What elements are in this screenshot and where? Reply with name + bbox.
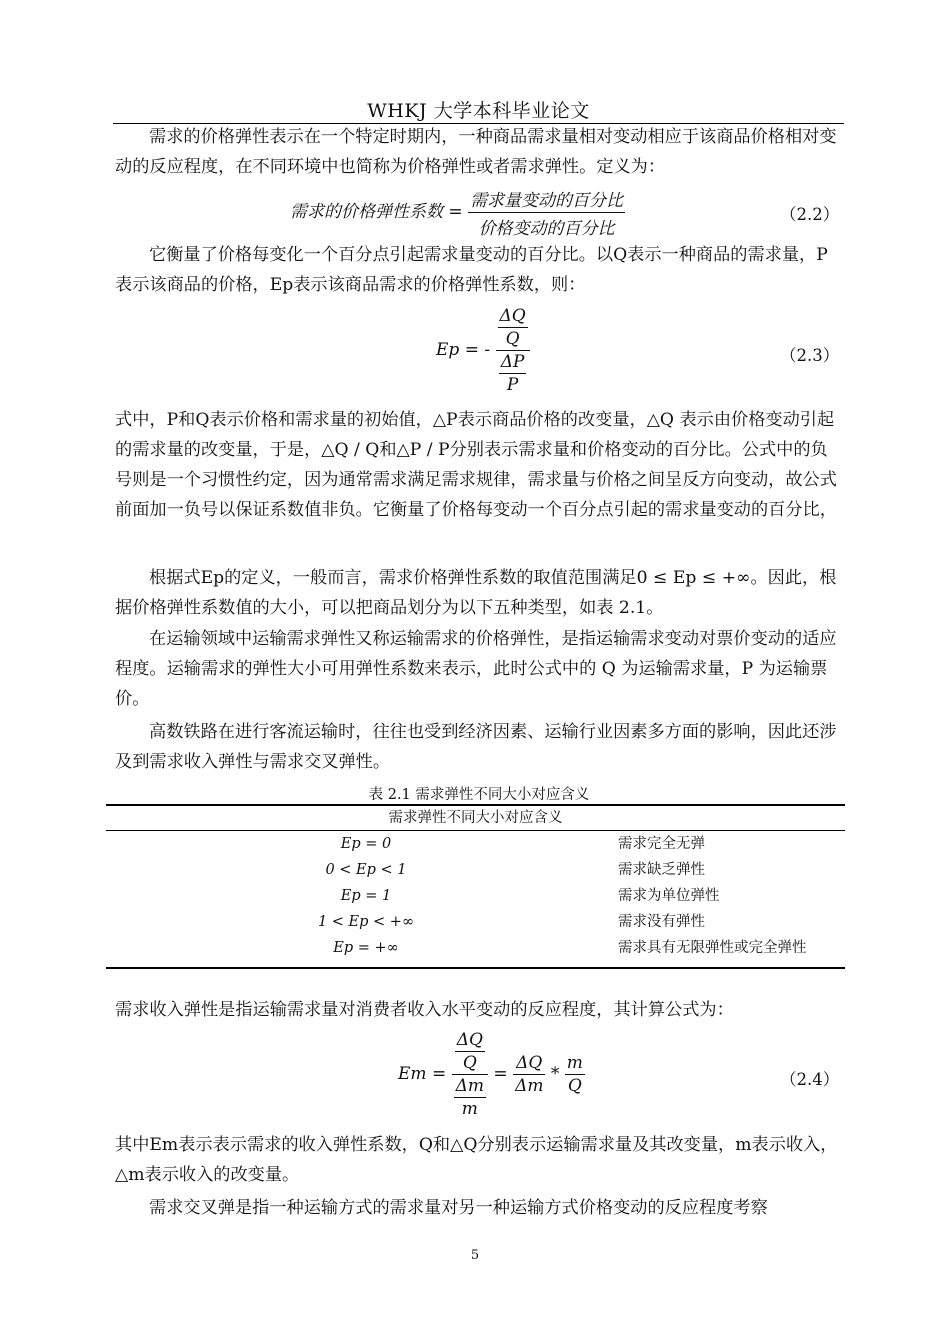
equation-label-2-4: （2.4） <box>780 1070 840 1089</box>
table-row: 1 < Ep < +∞ 需求没有弹性 <box>317 914 705 930</box>
table-row: Ep = 1 需求为单位弹性 <box>340 888 720 904</box>
eq23-lhs: Ep <box>436 340 460 360</box>
table-bottom-rule <box>106 967 845 969</box>
equation-2-2 <box>290 186 625 239</box>
eq23-compound-fraction <box>496 306 530 395</box>
eq24-fraction-3: $\frac{m}{Q}$ <box>566 1053 583 1096</box>
eq23-delta-p: ΔP <box>500 352 525 372</box>
paragraph-railway: 高数铁路在进行客流运输时，往往也受到经济因素、运输行业因素多方面的影响，因此还涉及到需求收入弹性与需求交叉弹性。 <box>115 722 837 772</box>
table-row: Ep = 0 需求完全无弹 <box>340 836 705 852</box>
eq23-equals: = - <box>464 340 491 360</box>
paragraph-measure: 它衡量了价格每变化一个百分点引起需求量变动的百分比。以Q表示一种商品的需求量，P表示该商品的价格，Ep表示该商品需求的价格弹性系数，则： <box>115 245 828 295</box>
eq24-lhs: Em <box>398 1064 427 1084</box>
eq24-equals-2: = <box>493 1064 508 1084</box>
paragraph-income-elasticity: 需求收入弹性是指运输需求量对消费者收入水平变动的反应程度，其计算公式为： <box>115 1000 734 1020</box>
paragraph-transport-elasticity: 在运输领域中运输需求弹性又称运输需求的价格弹性，是指运输需求变动对票价变动的适应程度。运输需求的弹性大小可用弹性系数来表示，此时公式中的 Q 为运输需求量，P 为运输票价。 <box>115 629 837 709</box>
table-row: Ep = +∞ 需求具有无限弹性或完全弹性 <box>333 940 807 956</box>
eq22-denominator: 价格变动的百分比 <box>478 219 615 239</box>
table-header: 需求弹性不同大小对应含义 <box>106 806 845 831</box>
page-number: 5 <box>470 1248 480 1263</box>
eq22-numerator: 需求量变动的百分比 <box>468 186 625 213</box>
table-row: 0 < Ep < 1 需求缺乏弹性 <box>325 862 705 878</box>
elasticity-table <box>106 804 845 969</box>
eq22-fraction <box>468 186 625 239</box>
equation-label-2-3: （2.3） <box>780 346 840 365</box>
eq23-delta-q: ΔQ <box>499 306 526 326</box>
paragraph-range: 根据式Ep的定义，一般而言，需求价格弹性系数的取值范围满足0 ≤ Ep ≤ +∞。因此，根据价格弹性系数值的大小，可以把商品划分为以下五种类型，如表 2.1。 <box>115 568 837 618</box>
eq24-fraction-2: $\frac{\Delta Q}{\Delta m}$ <box>515 1053 544 1096</box>
eq24-q: Q <box>462 1053 477 1073</box>
eq24-multiply: * <box>550 1064 560 1084</box>
paragraph-income-terms: 其中Em表示表示需求的收入弹性系数，Q和△Q分别表示运输需求量及其改变量，m表示收入，△m表示收入的改变量。 <box>115 1135 838 1185</box>
paragraph-price-elasticity: 需求的价格弹性表示在一个特定时期内，一种商品需求量相对变动相应于该商品价格相对变动的反应程度，在不同环境中也简称为价格弹性或者需求弹性。定义为： <box>115 127 837 177</box>
page-header: WHKJ 大学本科毕业论文 <box>367 100 590 122</box>
table-caption: 表 2.1 需求弹性不同大小对应含义 <box>368 787 590 803</box>
equation-label-2-2: （2.2） <box>780 205 840 224</box>
eq24-compound-fraction <box>452 1030 488 1119</box>
eq22-equals: = <box>448 202 463 222</box>
equation-2-3 <box>436 306 530 395</box>
eq24-equals: = <box>431 1064 447 1084</box>
paragraph-formula-explanation: 式中，P和Q表示价格和需求量的初始值，△P表示商品价格的改变量，△Q 表示由价格变动引起的需求量的改变量，于是，△Q / Q和△P / P分别表示需求量和价格变动的百分比。公式中的负号则是一个习惯性约定，因为通常需求满足需求规律，需求量与价格之间呈反方向变动，故公式前面加一负号以保证系数值非负。它衡量了价格每变动一个百分点引起的需求量变动的百分比， <box>115 410 837 520</box>
eq24-delta-q: ΔQ <box>456 1030 483 1050</box>
eq23-q: Q <box>505 329 520 349</box>
eq24-m: m <box>461 1099 478 1119</box>
eq23-p: P <box>506 375 519 395</box>
equation-2-4 <box>398 1030 585 1119</box>
eq22-lhs: 需求的价格弹性系数 <box>290 202 443 222</box>
eq24-delta-m: Δm <box>455 1076 484 1096</box>
paragraph-cross-elasticity: 需求交叉弹是指一种运输方式的需求量对另一种运输方式价格变动的反应程度考察 <box>149 1198 768 1218</box>
